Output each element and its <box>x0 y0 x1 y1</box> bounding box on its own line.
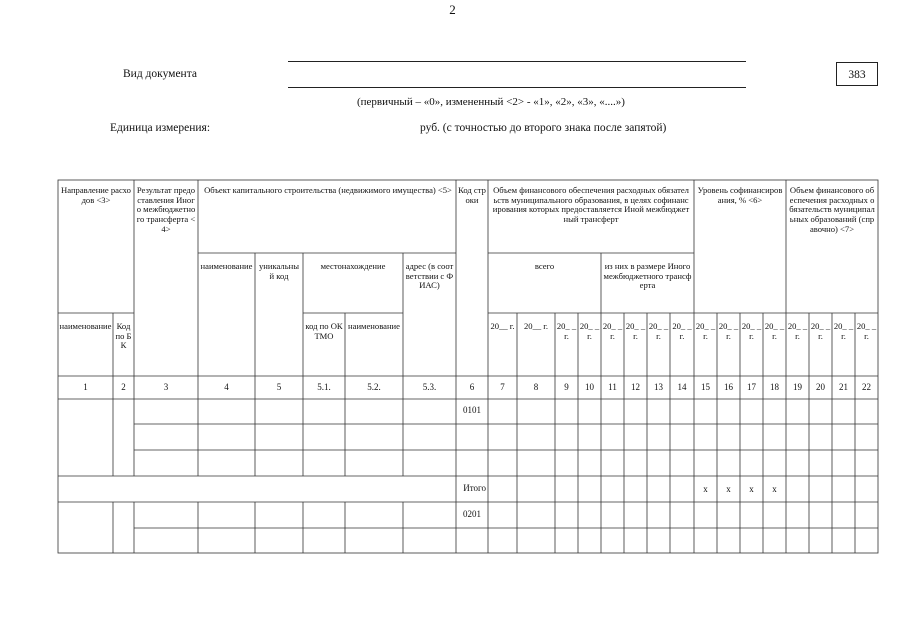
header-location-name: наименование <box>348 322 400 331</box>
col-number: 9 <box>564 382 569 392</box>
col-number: 17 <box>747 382 756 392</box>
row-code-0101: 0101 <box>463 405 481 415</box>
document-kind-code-box[interactable]: 383 <box>836 62 878 86</box>
page-number: 2 <box>449 2 456 17</box>
header-cofinancing-level: Уровень софинансирования, % <6> <box>697 186 783 205</box>
x-mark: x <box>726 484 731 494</box>
row-total-label: Итого <box>463 483 486 493</box>
header-direction-kbk: Код по БК <box>115 322 132 351</box>
header-volume: Объем финансового обеспечения расходных обязательств муниципального образования, в целях софинансирования которых предоставляется Иной межбюджетный трансферт <box>492 186 690 224</box>
header-year-col19: 20_ _ г. <box>787 322 808 341</box>
x-mark: x <box>749 484 754 494</box>
col-number: 14 <box>677 382 687 392</box>
header-object-name: наименование <box>200 262 253 271</box>
header-year-col10: 20_ _ г. <box>579 322 600 341</box>
col-number: 11 <box>608 382 617 392</box>
col-number: 5.3. <box>422 382 437 392</box>
header-result: Результат предоставления Иного межбюджетного трансферта <4> <box>136 186 196 234</box>
col-number: 20 <box>816 382 825 392</box>
col-number: 5.2. <box>367 382 381 392</box>
col-number: 13 <box>654 382 663 392</box>
header-year-col21: 20_ _ г. <box>833 322 854 341</box>
document-kind-hint: (первичный – «0», измененный <2> - «1», «2», «3», «....») <box>357 96 625 108</box>
header-direction-name: наименование <box>59 322 112 331</box>
header-year-col7: 20__ г. <box>490 322 515 331</box>
col-number: 12 <box>631 382 640 392</box>
col-number: 1 <box>83 382 88 392</box>
col-number: 8 <box>533 382 539 392</box>
col-number: 5.1. <box>317 382 331 392</box>
col-number: 4 <box>224 382 229 392</box>
col-number: 18 <box>770 382 779 392</box>
col-number: 16 <box>724 382 733 392</box>
col-number: 21 <box>839 382 848 392</box>
header-location-oktmo: код по ОКТМО <box>305 322 343 341</box>
header-year-col16: 20_ _ г. <box>718 322 739 341</box>
header-year-col15: 20_ _ г. <box>695 322 716 341</box>
col-number: 7 <box>500 382 505 392</box>
unit-label: Единица измерения: <box>110 122 211 134</box>
x-mark: x <box>703 484 708 494</box>
col-number: 2 <box>121 382 126 392</box>
header-year-col11: 20_ _ г. <box>602 322 623 341</box>
header-year-col14: 20_ _ г. <box>672 322 692 341</box>
unit-value: руб. (с точностью до второго знака после запятой) <box>420 122 667 134</box>
header-volume-reference: Объем финансового обеспечения расходных обязательств муниципальных образований (справочно) <7> <box>789 186 875 234</box>
header-year-col20: 20_ _ г. <box>810 322 831 341</box>
header-year-col12: 20_ _ г. <box>625 322 646 341</box>
x-mark: x <box>772 484 777 494</box>
header-object-unique-code: уникальный код <box>258 262 299 281</box>
header-row-code: Код строки <box>458 186 486 205</box>
document-kind-label: Вид документа <box>123 68 197 80</box>
header-year-col22: 20_ _ г. <box>856 322 877 341</box>
header-year-col9: 20_ _ г. <box>556 322 577 341</box>
header-volume-total: всего <box>534 262 555 271</box>
col-number: 6 <box>469 382 475 392</box>
col-number: 5 <box>276 382 282 392</box>
header-object-location: местонахождение <box>320 262 386 271</box>
header-volume-transfer-part: из них в размере Иного межбюджетного трансферта <box>603 262 692 291</box>
header-year-col13: 20_ _ г. <box>648 322 669 341</box>
header-object: Объект капитального строительства (недвижимого имущества) <5> <box>204 186 452 195</box>
header-year-col17: 20_ _ г. <box>741 322 762 341</box>
col-number: 15 <box>701 382 710 392</box>
col-number: 3 <box>163 382 169 392</box>
col-number: 22 <box>862 382 871 392</box>
header-year-col18: 20_ _ г. <box>764 322 785 341</box>
col-number: 19 <box>793 382 802 392</box>
header-direction: Направление расходов <3> <box>61 186 131 205</box>
header-year-col8: 20__ г. <box>523 322 549 331</box>
header-object-address: адрес (в соответствии с ФИАС) <box>405 262 454 291</box>
row-code-0201: 0201 <box>463 509 481 519</box>
col-number: 10 <box>585 382 594 392</box>
